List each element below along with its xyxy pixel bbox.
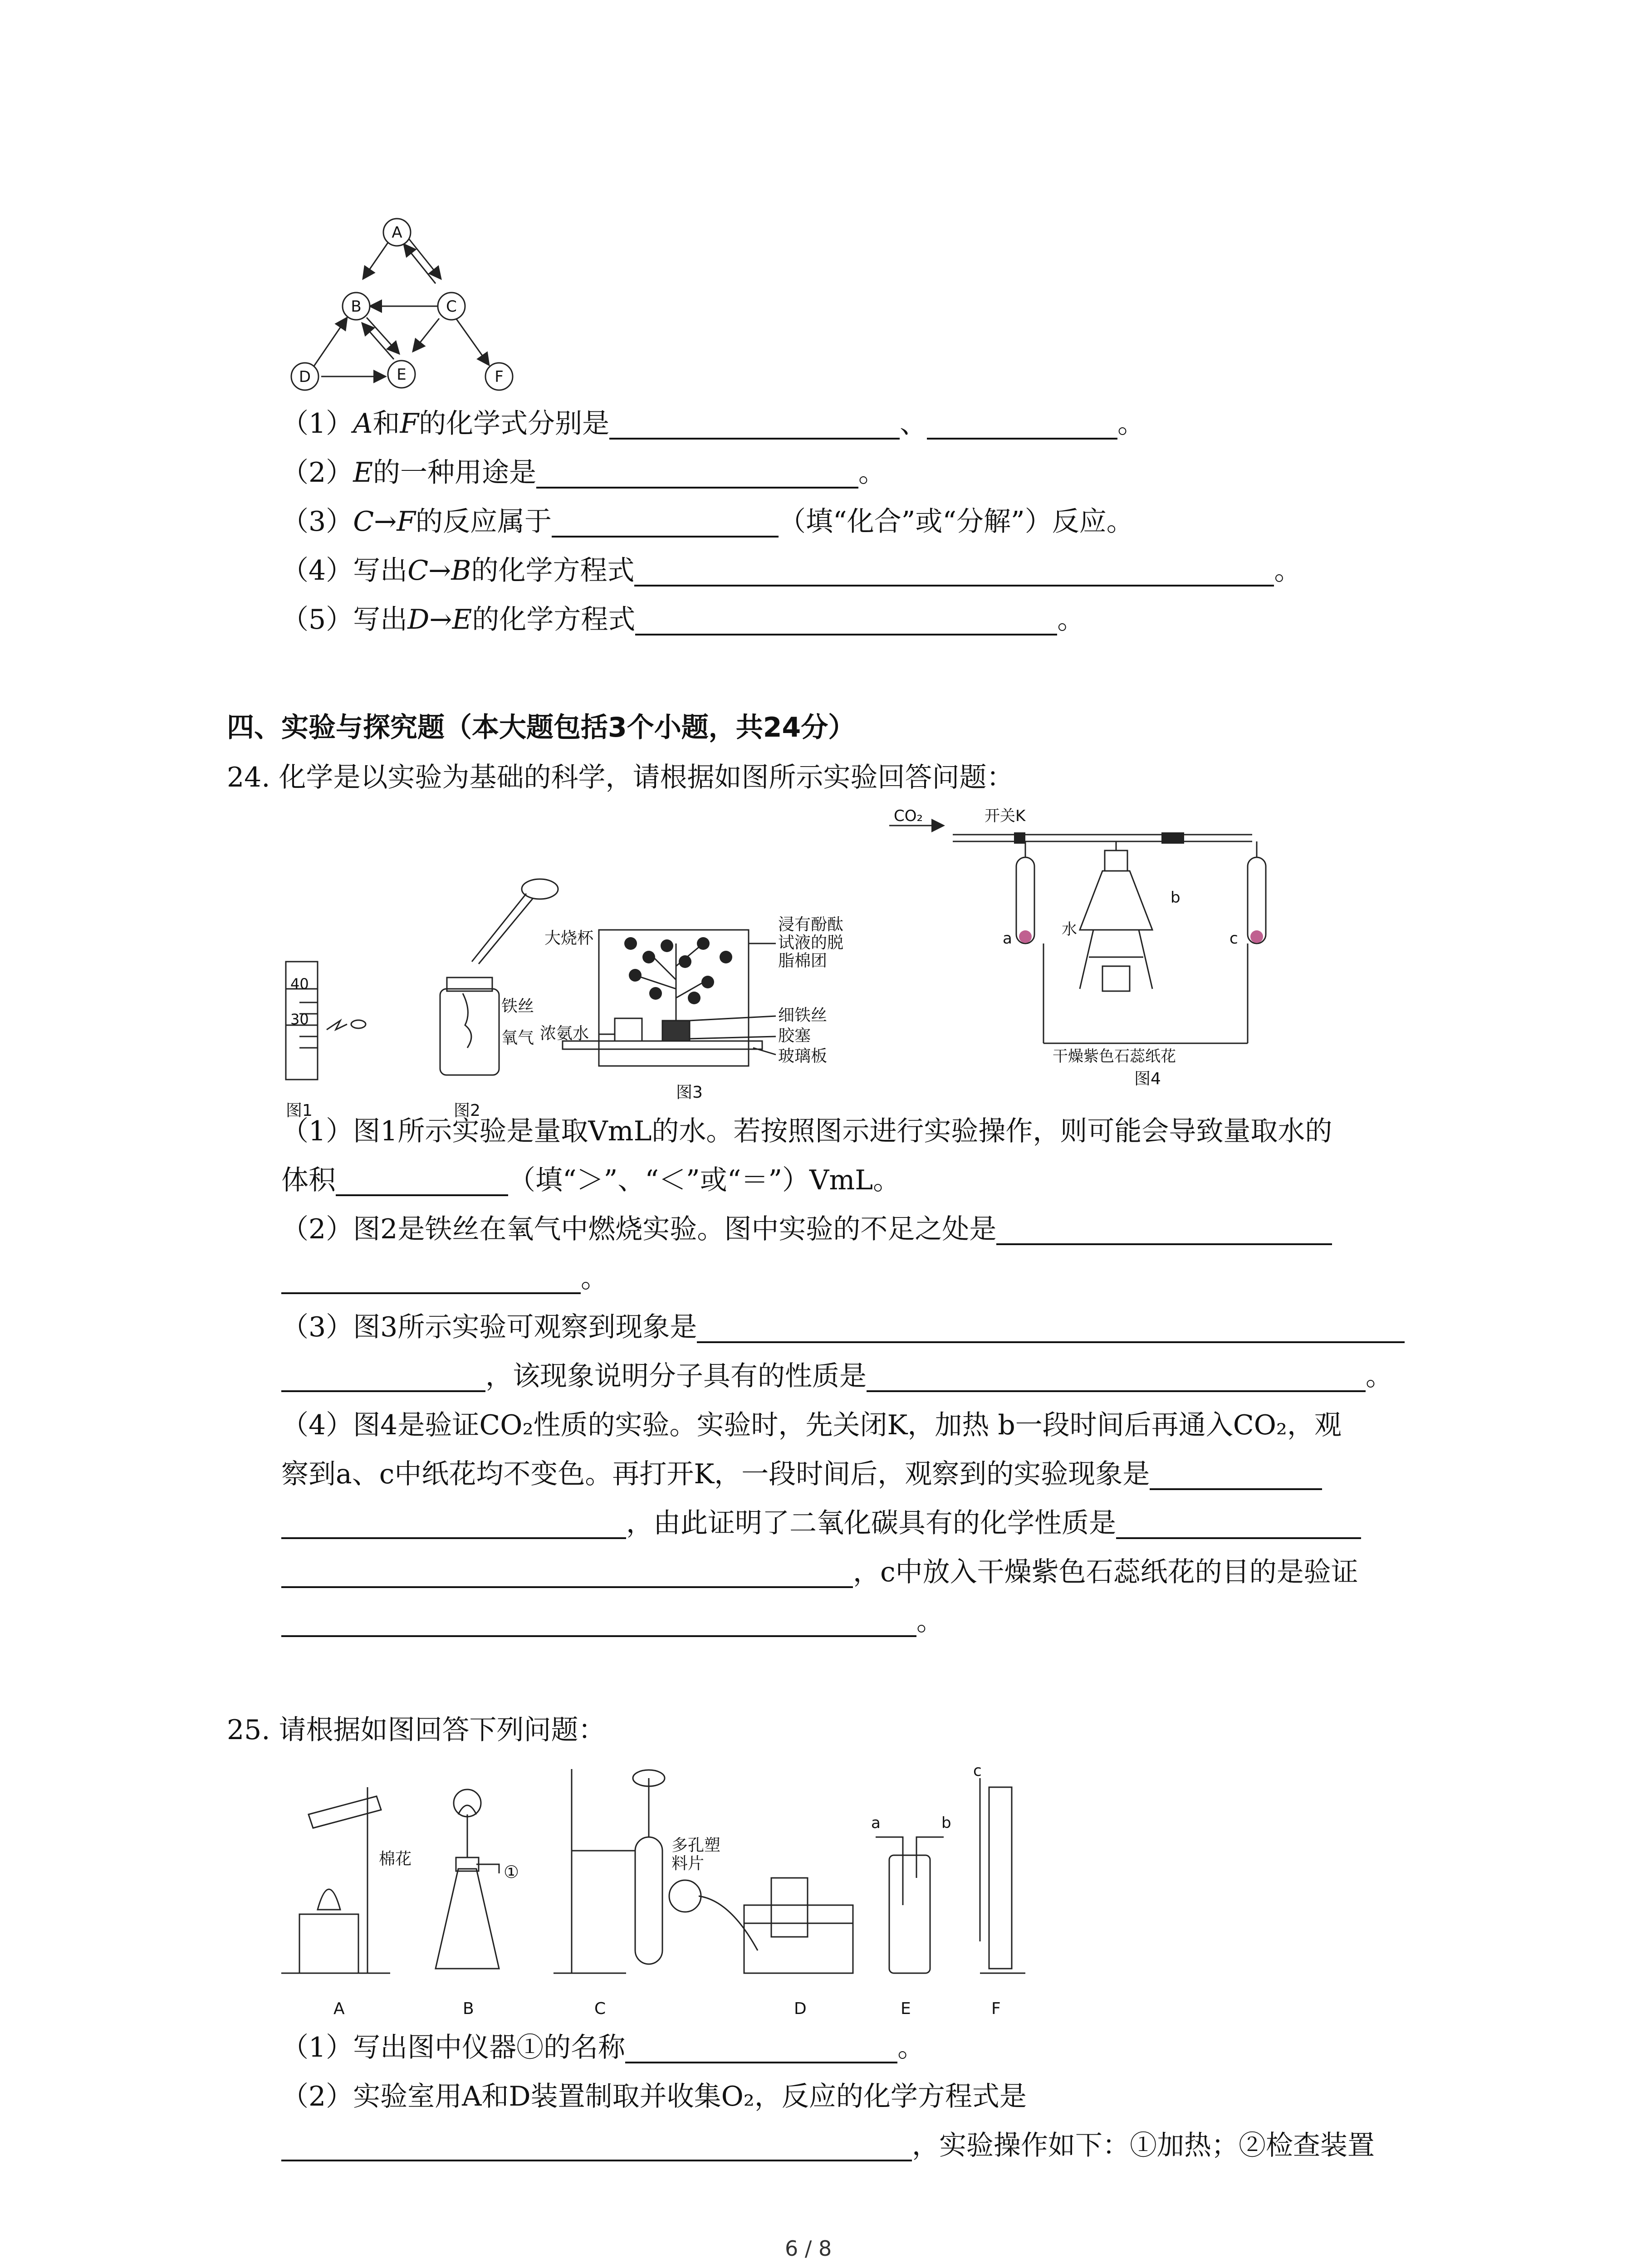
porous-label-2: 料片: [671, 1854, 705, 1873]
apparatus-b-label: B: [463, 1999, 474, 2018]
apparatus-e-label: E: [901, 1999, 911, 2018]
tube-c-label: c: [973, 1762, 982, 1780]
q24-part4-line4: ，c中放入干燥紫色石蕊纸花的目的是验证: [281, 1557, 1358, 1588]
q23-part3: （3）C→F的反应属于 （填“化合”或“分解”）反应。: [281, 506, 1134, 538]
answer-blank[interactable]: [1150, 1461, 1322, 1490]
q24-figures: [272, 807, 1434, 1125]
node-d: D: [299, 368, 311, 386]
section-title: 四、实验与探究题（本大题包括3个小题，共24分）: [227, 712, 856, 743]
q25-part2-line2: ，实验操作如下：①加热；②检查装置: [281, 2130, 1375, 2161]
apparatus-a-label: A: [333, 1999, 345, 2018]
fig1-label: 图1: [286, 1101, 313, 1120]
answer-blank[interactable]: [927, 411, 1117, 440]
glass-plate-label: 玻璃板: [778, 1047, 828, 1066]
ammonia-label: 浓氨水: [540, 1024, 589, 1043]
tube-b-label: b: [941, 1814, 951, 1832]
q24-part4-line5: 。: [281, 1606, 944, 1637]
tube-a-label: a: [871, 1814, 881, 1832]
switch-label: 开关K: [985, 807, 1026, 825]
answer-blank[interactable]: [697, 1314, 1405, 1343]
stopper-label: 胶塞: [778, 1026, 811, 1045]
porous-label-1: 多孔塑: [671, 1836, 721, 1855]
label-b: b: [1171, 889, 1181, 907]
reaction-network-diagram: [272, 218, 554, 399]
apparatus-f-label: F: [991, 1999, 1001, 2018]
iron-wire-label: 铁丝: [501, 997, 534, 1016]
answer-blank[interactable]: [336, 1167, 508, 1196]
q25-part2-line1: （2）实验室用A和D装置制取并收集O₂，反应的化学方程式是: [281, 2081, 1027, 2112]
q24-part2-line2: 。: [281, 1263, 608, 1294]
soaked-label-2: 试液的脱: [778, 934, 844, 952]
label-a: a: [1003, 929, 1012, 948]
co2-label: CO₂: [894, 807, 923, 825]
q24-part4-line3: ，由此证明了二氧化碳具有的化学性质是: [281, 1508, 1361, 1539]
q25-figures: [281, 1760, 1053, 2028]
dry-paper-label: 干燥紫色石蕊纸花: [1053, 1047, 1176, 1066]
node-c: C: [446, 298, 457, 316]
page-number: 6 / 8: [785, 2236, 832, 2261]
q24-part3-line1: （3）图3所示实验可观察到现象是: [281, 1312, 1405, 1343]
oxygen-label: 氧气: [501, 1029, 534, 1047]
node-e: E: [397, 366, 407, 384]
node-f: F: [495, 368, 504, 386]
soaked-label-1: 浸有酚酞: [778, 915, 844, 934]
cotton-label: 棉花: [379, 1850, 412, 1868]
q24-part2-line1: （2）图2是铁丝在氧气中燃烧实验。图中实验的不足之处是: [281, 1214, 1332, 1245]
circle1-label: ①: [504, 1862, 519, 1882]
answer-blank[interactable]: [281, 1265, 581, 1294]
soaked-label-3: 脂棉团: [778, 952, 828, 970]
answer-blank[interactable]: [609, 411, 900, 440]
water-label: 水: [1062, 920, 1077, 938]
fig2-label: 图2: [454, 1101, 480, 1120]
q24-part1-line2: 体积 （填“＞”、“＜”或“＝”）VmL。: [281, 1164, 901, 1196]
thin-wire-label: 细铁丝: [778, 1006, 828, 1025]
fig3-label: 图3: [676, 1083, 703, 1102]
answer-blank[interactable]: [281, 1363, 485, 1392]
q23-part5: （5）写出D→E的化学方程式 。: [281, 604, 1085, 635]
q24-part3-line2: ，该现象说明分子具有的性质是 。: [281, 1361, 1393, 1392]
fig4-label: 图4: [1134, 1070, 1161, 1088]
node-b: B: [351, 298, 362, 316]
tick-30: 30: [290, 1011, 309, 1028]
answer-blank[interactable]: [1116, 1510, 1361, 1539]
answer-blank[interactable]: [281, 1608, 916, 1637]
q25-part1: （1）写出图中仪器①的名称 。: [281, 2032, 925, 2063]
node-a: A: [392, 224, 402, 242]
answer-blank[interactable]: [281, 1510, 626, 1539]
q24-part1-line1: （1）图1所示实验是量取VmL的水。若按照图示进行实验操作，则可能会导致量取水的: [281, 1115, 1332, 1147]
answer-blank[interactable]: [281, 1559, 853, 1588]
q23-part2: （2）E的一种用途是 。: [281, 457, 886, 489]
answer-blank[interactable]: [281, 2132, 912, 2161]
q23-part4: （4）写出C→B的化学方程式 。: [281, 555, 1302, 587]
q24-intro: 24. 化学是以实验为基础的科学，请根据如图所示实验回答问题：: [227, 762, 1014, 793]
answer-blank[interactable]: [867, 1363, 1366, 1392]
q24-part4-line2: 察到a、c中纸花均不变色。再打开K，一段时间后，观察到的实验现象是: [281, 1459, 1322, 1490]
tick-40: 40: [290, 975, 309, 992]
answer-blank[interactable]: [634, 557, 1274, 587]
q25-intro: 25. 请根据如图回答下列问题：: [227, 1714, 606, 1746]
answer-blank[interactable]: [635, 606, 1057, 635]
q24-part4-line1: （4）图4是验证CO₂性质的实验。实验时，先关闭K，加热 b一段时间后再通入CO₂，观: [281, 1409, 1342, 1441]
apparatus-d-label: D: [794, 1999, 807, 2018]
apparatus-c-label: C: [594, 1999, 606, 2018]
big-beaker-label: 大烧杯: [544, 929, 594, 948]
q23-part1: （1）A和F的化学式分别是 、 。: [281, 408, 1145, 440]
answer-blank[interactable]: [536, 459, 858, 489]
label-c: c: [1230, 929, 1238, 948]
answer-blank[interactable]: [625, 2034, 897, 2063]
answer-blank[interactable]: [552, 508, 779, 538]
answer-blank[interactable]: [996, 1216, 1332, 1245]
